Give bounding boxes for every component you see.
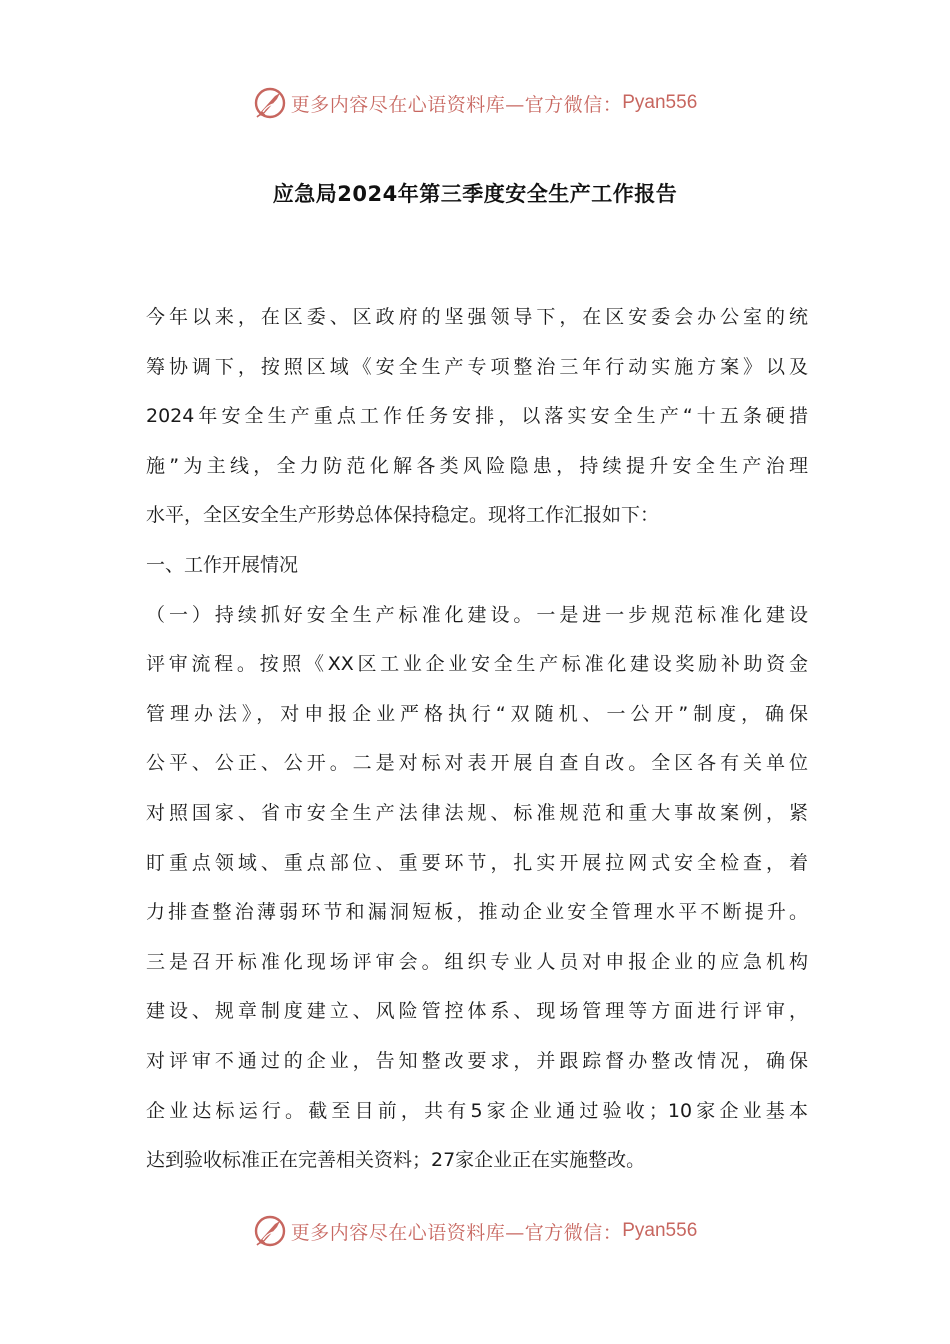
body-line: 力排查整治薄弱环节和漏洞短板，推动企业安全管理水平不断提升。 <box>146 901 808 924</box>
body-line: 三是召开标准化现场评审会。组织专业人员对申报企业的应急机构 <box>146 950 808 973</box>
body-line: 今年以来，在区委、区政府的坚强领导下，在区安委会办公室的统 <box>146 306 808 328</box>
body-line: 盯重点领域、重点部位、重要环节，扎实开展拉网式安全检查，着 <box>146 851 808 874</box>
watermark-wechat-id: Pyan556 <box>622 1220 698 1241</box>
body-line: 公平、公正、公开。二是对标对表开展自查自改。全区各有关单位 <box>146 752 808 775</box>
body-line: 企业达标运行。截至目前，共有5家企业通过验收；10家企业基本 <box>146 1099 808 1122</box>
watermark-text: 更多内容尽在心语资料库—官方微信： <box>290 1221 623 1244</box>
section-heading: 一、工作开展情况 <box>146 553 299 576</box>
watermark-banner-bottom <box>0 1211 950 1251</box>
body-line: 2024年安全生产重点工作任务安排，以落实安全生产“十五条硬措 <box>146 405 808 428</box>
body-line: 筹协调下，按照区域《安全生产专项整治三年行动实施方案》以及 <box>146 355 808 378</box>
body-line: 水平，全区安全生产形势总体保持稳定。现将工作汇报如下： <box>146 504 660 527</box>
body-line: （一）持续抓好安全生产标准化建设。一是进一步规范标准化建设 <box>146 603 808 626</box>
pen-logo-icon <box>253 86 287 120</box>
watermark-text: 更多内容尽在心语资料库—官方微信： <box>290 93 623 116</box>
body-line: 管理办法》，对申报企业严格执行“双随机、一公开”制度，确保 <box>146 702 808 725</box>
body-line: 建设、规章制度建立、风险管控体系、现场管理等方面进行评审， <box>146 1000 808 1023</box>
document-title: 应急局2024年第三季度安全生产工作报告 <box>272 182 678 206</box>
watermark-banner-top <box>0 83 950 123</box>
body-line: 施”为主线，全力防范化解各类风险隐患，持续提升安全生产治理 <box>146 454 808 477</box>
body-line: 达到验收标准正在完善相关资料；27家企业正在实施整改。 <box>146 1149 646 1172</box>
body-line: 对照国家、省市安全生产法律法规、标准规范和重大事故案例，紧 <box>146 801 808 824</box>
body-line: 对评审不通过的企业，告知整改要求，并跟踪督办整改情况，确保 <box>146 1049 808 1072</box>
watermark-wechat-id: Pyan556 <box>622 92 698 113</box>
document-body <box>146 293 808 1186</box>
pen-logo-icon <box>253 1214 287 1248</box>
body-line: 评审流程。按照《XX区工业企业安全生产标准化建设奖励补助资金 <box>146 653 808 676</box>
